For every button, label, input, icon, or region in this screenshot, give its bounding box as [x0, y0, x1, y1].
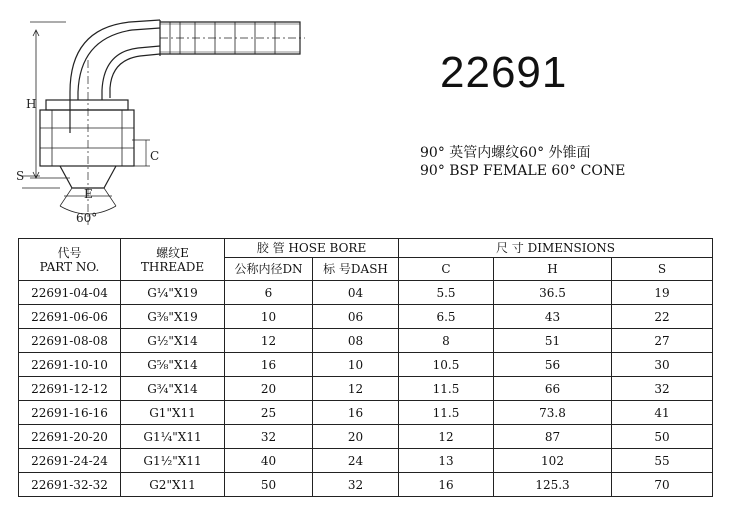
header-dimensions: 尺 寸 DIMENSIONS: [399, 239, 713, 258]
cell-dn: 50: [225, 473, 313, 497]
cell-dash: 06: [313, 305, 399, 329]
cell-h: 125.3: [494, 473, 612, 497]
table-row: [19, 401, 713, 425]
cell-h: 102: [494, 449, 612, 473]
cell-s: 55: [612, 449, 713, 473]
cell-c: 13: [399, 449, 494, 473]
table-row: [19, 353, 713, 377]
elbow-inner-wall: [110, 54, 160, 98]
cell-dash: 16: [313, 401, 399, 425]
cell-dn: 10: [225, 305, 313, 329]
dim-h-label: H: [26, 97, 37, 111]
header-dash: 标 号DASH: [313, 258, 399, 281]
table-row: [19, 377, 713, 401]
cell-thread: G¾"X14: [121, 377, 225, 401]
dim-e-label: E: [84, 187, 93, 201]
header-part: [19, 239, 121, 281]
table-row: [19, 473, 713, 497]
cell-dash: 32: [313, 473, 399, 497]
cell-dash: 04: [313, 281, 399, 305]
cell-part: 22691-08-08: [19, 329, 121, 353]
cell-c: 11.5: [399, 401, 494, 425]
dim-angle-label: 60°: [76, 211, 98, 225]
cell-s: 22: [612, 305, 713, 329]
header-part-cn: 代号: [57, 245, 82, 260]
cell-thread: G2"X11: [121, 473, 225, 497]
cell-dash: 12: [313, 377, 399, 401]
dim-s-label: S: [16, 169, 25, 183]
cell-dash: 08: [313, 329, 399, 353]
header-part-en: PART NO.: [39, 259, 100, 274]
table-row: [19, 305, 713, 329]
cell-h: 36.5: [494, 281, 612, 305]
header-thread: [121, 239, 225, 281]
table-row: [19, 329, 713, 353]
cell-s: 41: [612, 401, 713, 425]
cell-thread: G⅜"X19: [121, 305, 225, 329]
dim-c-label: C: [150, 149, 160, 163]
cell-h: 87: [494, 425, 612, 449]
cell-dash: 24: [313, 449, 399, 473]
cell-part: 22691-32-32: [19, 473, 121, 497]
cell-c: 8: [399, 329, 494, 353]
header-c: C: [399, 258, 494, 281]
cell-c: 10.5: [399, 353, 494, 377]
cell-dn: 20: [225, 377, 313, 401]
cell-part: 22691-24-24: [19, 449, 121, 473]
cell-s: 30: [612, 353, 713, 377]
cell-dn: 6: [225, 281, 313, 305]
elbow-outer-wall: [70, 20, 160, 133]
header-dn: 公称内径DN: [225, 258, 313, 281]
cell-thread: G1½"X11: [121, 449, 225, 473]
header-hose-bore: 胶 管 HOSE BORE: [225, 239, 399, 258]
cell-h: 56: [494, 353, 612, 377]
cell-dn: 32: [225, 425, 313, 449]
cell-thread: G1¼"X11: [121, 425, 225, 449]
table-row: [19, 281, 713, 305]
description-en: 90° BSP FEMALE 60° CONE: [420, 163, 626, 179]
cell-part: 22691-16-16: [19, 401, 121, 425]
cell-thread: G1"X11: [121, 401, 225, 425]
cell-dn: 16: [225, 353, 313, 377]
header-thread-en: THREADE: [140, 259, 205, 274]
header-s: S: [612, 258, 713, 281]
cell-c: 5.5: [399, 281, 494, 305]
cell-c: 11.5: [399, 377, 494, 401]
cell-part: 22691-10-10: [19, 353, 121, 377]
cell-thread: G⅝"X14: [121, 353, 225, 377]
cell-h: 51: [494, 329, 612, 353]
cell-part: 22691-04-04: [19, 281, 121, 305]
cell-c: 6.5: [399, 305, 494, 329]
cell-thread: G¼"X19: [121, 281, 225, 305]
part-number-title: 22691: [440, 48, 568, 97]
description-cn: 90° 英管内螺纹60° 外锥面: [420, 145, 591, 161]
cell-dn: 25: [225, 401, 313, 425]
cell-h: 66: [494, 377, 612, 401]
cell-dash: 20: [313, 425, 399, 449]
cell-s: 70: [612, 473, 713, 497]
cell-c: 16: [399, 473, 494, 497]
spec-table: [18, 238, 713, 497]
fitting-drawing: [0, 0, 330, 232]
cell-s: 27: [612, 329, 713, 353]
cell-part: 22691-20-20: [19, 425, 121, 449]
table-row: [19, 425, 713, 449]
header-thread-cn: 螺纹E: [156, 245, 189, 260]
cell-s: 19: [612, 281, 713, 305]
cell-c: 12: [399, 425, 494, 449]
cell-h: 43: [494, 305, 612, 329]
cell-part: 22691-06-06: [19, 305, 121, 329]
header-h: H: [494, 258, 612, 281]
table-row: [19, 449, 713, 473]
cell-h: 73.8: [494, 401, 612, 425]
cell-part: 22691-12-12: [19, 377, 121, 401]
cell-thread: G½"X14: [121, 329, 225, 353]
cell-dn: 12: [225, 329, 313, 353]
cell-dash: 10: [313, 353, 399, 377]
cell-s: 50: [612, 425, 713, 449]
cell-s: 32: [612, 377, 713, 401]
cell-dn: 40: [225, 449, 313, 473]
